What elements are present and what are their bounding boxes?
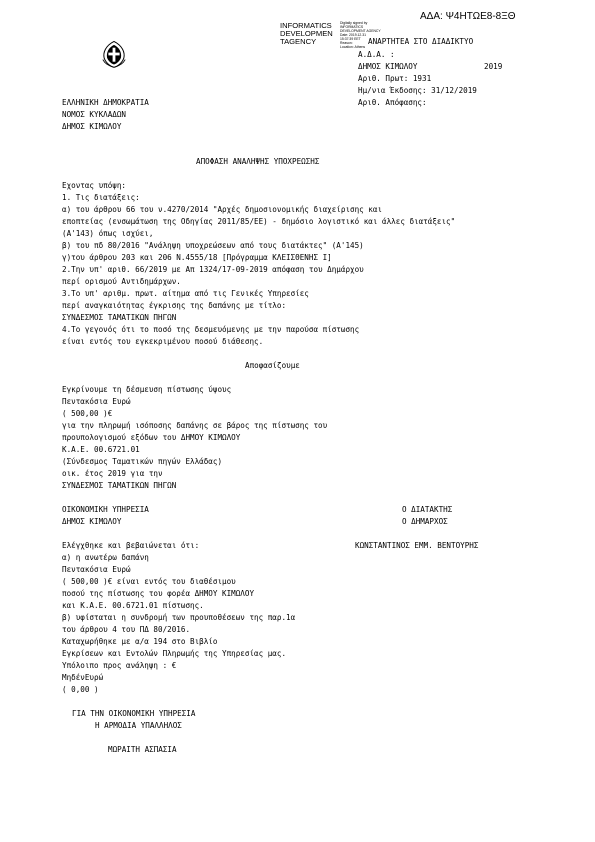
considering-line: 1. Τις διατάξεις: — [62, 193, 140, 202]
decision-line: για την πληρωμή ισόποσης δαπάνης σε βάρος της πίστωσης του — [62, 421, 328, 430]
verification-line: Πεντακόσια Ευρώ — [62, 565, 131, 574]
verification-line: ποσού της πίστωσης του φορέα ΔΗΜΟΥ ΚΙΜΩΛΟΥ — [62, 589, 255, 598]
ada-label: Α.Δ.Α. : — [358, 50, 395, 59]
mayor-name: ΚΩΝΣΤΑΝΤΙΝΟΣ ΕΜΜ. ΒΕΝΤΟΥΡΗΣ — [355, 541, 479, 550]
stamp-detail-1: Digitally signed by — [340, 21, 368, 25]
considering-line: (Α'143) όπως ισχύει, — [62, 229, 154, 238]
considering-line: γ)του άρθρου 203 και 206 Ν.4555/18 [Πρόγραμμα ΚΛΕΙΣΘΕΝΗΣ Ι] — [62, 253, 332, 262]
header-left-line-3: ΔΗΜΟΣ ΚΙΜΩΛΟΥ — [62, 122, 122, 131]
decision-line: (Σύνδεσμος Ταματικών πηγών Ελλάδας) — [62, 457, 223, 466]
clerk-name: ΜΩΡΑΙΤΗ ΑΣΠΑΣΙΑ — [108, 745, 177, 754]
considering-line: είναι εντός του εγκεκριμένου ποσού διάθεσης. — [62, 337, 264, 346]
stamp-detail-6: Reason: — [340, 41, 353, 45]
stamp-detail-5: 15:37:39 EET — [340, 37, 361, 41]
verification-line: α) η ανωτέρω δαπάνη — [62, 553, 149, 562]
verification-line: και Κ.Α.Ε. 00.6721.01 πίστωσης. — [62, 601, 204, 610]
considering-line: ΣΥΝΔΕΣΜΟΣ ΤΑΜΑΤΙΚΩΝ ΠΗΓΩΝ — [62, 313, 177, 322]
considering-line: 2.Την υπ' αριθ. 66/2019 με Απ 1324/17-09-2019 απόφαση του Δημάρχου — [62, 265, 364, 274]
greek-coat-of-arms-icon — [100, 40, 128, 68]
decision-line: Πεντακόσια Ευρώ — [62, 397, 131, 406]
considering-line: περί αναγκαιότητας έγκρισης της δαπάνης με τίτλο: — [62, 301, 287, 310]
verification-line: Υπόλοιπο προς ανάληψη : € — [62, 661, 177, 670]
considering-line: περί ορισμού Αντιδημάρχων. — [62, 277, 181, 286]
stamp-org-line-2: DEVELOPMEN — [280, 29, 333, 38]
stamp-org-line-3: TAGENCY — [280, 37, 317, 46]
considering-line: Εχοντας υπόψη: — [62, 181, 127, 190]
signer-left-2: ΔΗΜΟΣ ΚΙΜΩΛΟΥ — [62, 517, 122, 526]
considering-line: εποπτείας (ενσωμάτωση της Οδηγίας 2011/85/ΕΕ) - δημόσιο λογιστικό και άλλες διατάξεις" — [62, 217, 456, 226]
stamp-detail-2: INFORMATICS — [340, 25, 364, 29]
decision-line: προυπολογισμού εξόδων του ΔΗΜΟΥ ΚΙΜΩΛΟΥ — [62, 433, 241, 442]
verification-line: ( 0,00 ) — [62, 685, 99, 694]
document-title: ΑΠΟΦΑΣΗ ΑΝΑΛΗΨΗΣ ΥΠΟΧΡΕΩΣΗΣ — [196, 157, 320, 166]
considering-line: 4.Το γεγονός ότι το ποσό της δεσμευόμενης με την παρούσα πίστωσης — [62, 325, 360, 334]
verification-line: Ελέγχθηκε και βεβαιώνεται ότι: — [62, 541, 200, 550]
decide-heading: Αποφασίζουμε — [245, 361, 300, 370]
verification-line: ( 500,00 )€ είναι εντός του διαθέσιμου — [62, 577, 236, 586]
ada-code: ΑΔΑ: Ψ4ΗΤΩΕ8-8ΞΘ — [420, 11, 516, 22]
posted-online-note: ΑΝΑΡΤΗΤΕΑ ΣΤΟ ΔΙΑΔΙΚΤΥΟ — [368, 37, 474, 46]
decision-line: Εγκρίνουμε τη δέσμευση πίστωσης ύψους — [62, 385, 232, 394]
verification-line: β) υφίσταται η συνδρομή των προυποθέσεων της παρ.1α — [62, 613, 296, 622]
considering-line: α) του άρθρου 66 του ν.4270/2014 "Αρχές δημοσιονομικής διαχείρισης και — [62, 205, 383, 214]
verification-line: Καταχωρήθηκε με α/α 194 στο Βιβλίο — [62, 637, 218, 646]
stamp-detail-3: DEVELOPMENT AGENCY — [340, 29, 381, 33]
considering-line: β) του πδ 80/2016 "Ανάληψη υποχρεώσεων από τους διατάκτες" (Α'145) — [62, 241, 364, 250]
finance-sign-2: Η ΑΡΜΟΔΙΑ ΥΠΑΛΛΗΛΟΣ — [95, 721, 182, 730]
decision-number: Αριθ. Απόφασης: — [358, 98, 427, 107]
header-left-line-1: ΕΛΛΗΝΙΚΗ ΔΗΜΟΚΡΑΤΙΑ — [62, 98, 149, 107]
verification-line: ΜηδένΕυρώ — [62, 673, 104, 682]
header-left-line-2: ΝΟΜΟΣ ΚΥΚΛΑΔΩΝ — [62, 110, 127, 119]
header-org: ΔΗΜΟΣ ΚΙΜΩΛΟΥ — [358, 62, 418, 71]
verification-line: Εγκρίσεων και Εντολών Πληρωμής της Υπηρεσίας μας. — [62, 649, 287, 658]
decision-line: Κ.Α.Ε. 00.6721.01 — [62, 445, 140, 454]
verification-line: του άρθρου 4 του ΠΔ 80/2016. — [62, 625, 191, 634]
signer-left-1: ΟΙΚΟΝΟΜΙΚΗ ΥΠΗΡΕΣΙΑ — [62, 505, 149, 514]
decision-line: ( 500,00 )€ — [62, 409, 113, 418]
stamp-detail-7: Location: Athens — [340, 45, 366, 49]
considering-line: 3.Το υπ' αριθμ. πρωτ. αίτημα από τις Γενικές Υπηρεσίες — [62, 289, 309, 298]
stamp-detail-4: Date: 2019.12.31 — [340, 33, 367, 37]
signer-right-2: Ο ΔΗΜΑΡΧΟΣ — [402, 517, 448, 526]
protocol-number: Αριθ. Πρωτ: 1931 — [358, 74, 432, 83]
stamp-org-line-1: INFORMATICS — [280, 21, 332, 30]
issue-date: Ημ/νια Έκδοσης: 31/12/2019 — [358, 86, 477, 95]
decision-line: ΣΥΝΔΕΣΜΟΣ ΤΑΜΑΤΙΚΩΝ ΠΗΓΩΝ — [62, 481, 177, 490]
signer-right-1: Ο ΔΙΑΤΑΚΤΗΣ — [402, 505, 453, 514]
finance-sign-1: ΓΙΑ ΤΗΝ ΟΙΚΟΝΟΜΙΚΗ ΥΠΗΡΕΣΙΑ — [72, 709, 196, 718]
header-year: 2019 — [484, 62, 503, 71]
decision-line: οικ. έτος 2019 για την — [62, 469, 163, 478]
